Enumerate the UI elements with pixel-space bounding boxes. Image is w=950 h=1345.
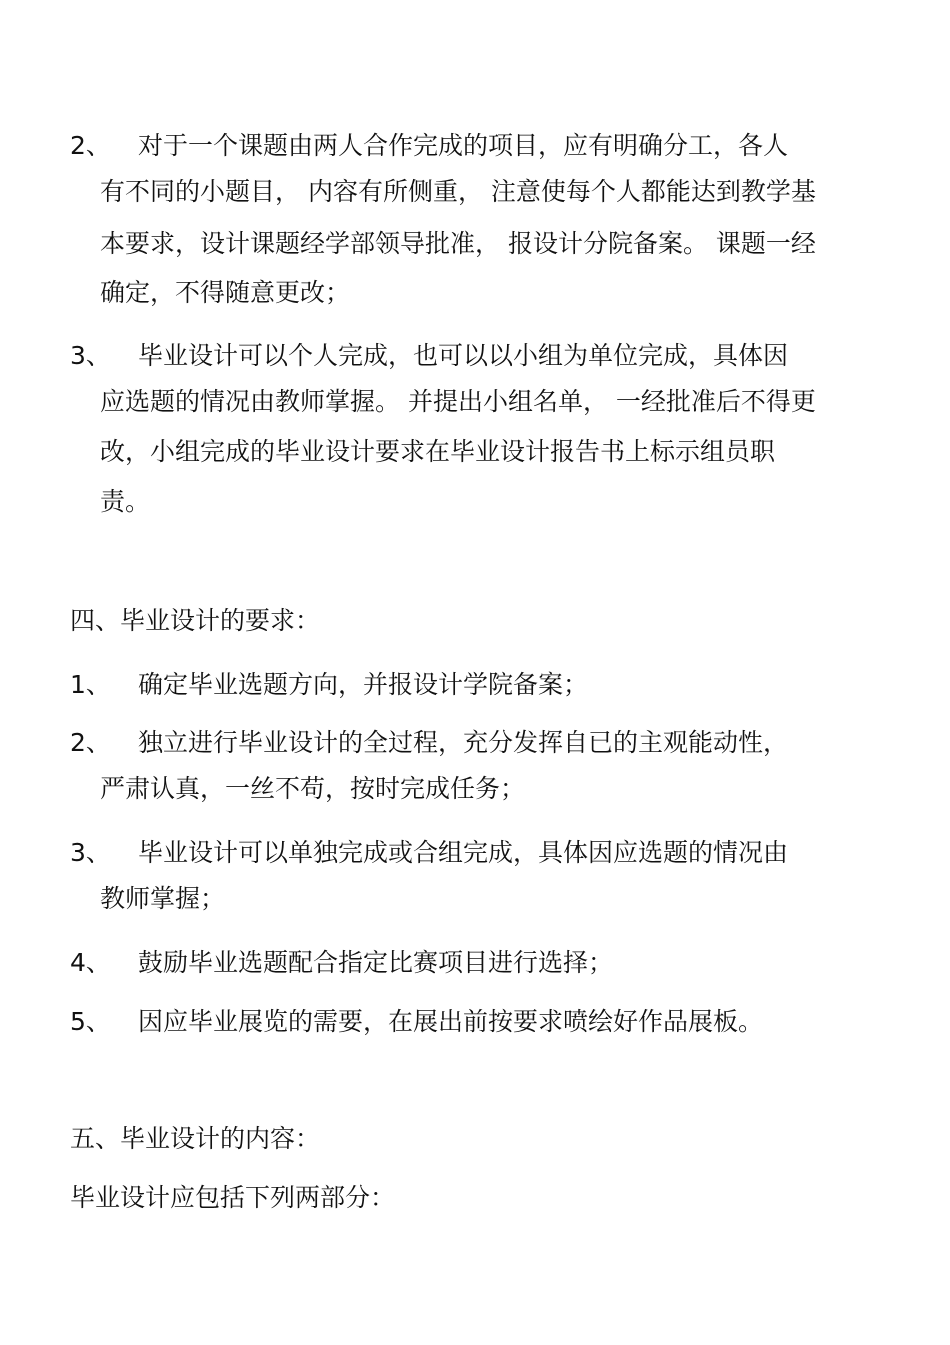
paragraph: 毕业设计应包括下列两部分：	[70, 1183, 396, 1212]
item-text-line: 改，小组完成的毕业设计要求在毕业设计报告书上标示组员职	[100, 437, 776, 466]
item-text-line: 有不同的小题目， 内容有所侧重， 注意使每个人都能达到教学基	[100, 177, 816, 206]
item-number: 3、	[70, 838, 111, 867]
item-number: 5、	[70, 1007, 111, 1036]
item-text-line: 确定毕业选题方向，并报设计学院备案；	[138, 670, 589, 699]
item-text-line: 因应毕业展览的需要，在展出前按要求喷绘好作品展板。	[138, 1007, 764, 1036]
item-number: 2、	[70, 728, 111, 757]
item-text-line: 应选题的情况由教师掌握。 并提出小组名单， 一经批准后不得更	[100, 387, 816, 416]
item-number: 1、	[70, 670, 111, 699]
item-text-line: 独立进行毕业设计的全过程，充分发挥自已的主观能动性，	[138, 728, 789, 757]
item-text-line: 毕业设计可以个人完成，也可以以小组为单位完成，具体因	[138, 341, 789, 370]
item-text-line: 对于一个课题由两人合作完成的项目，应有明确分工，各人	[138, 131, 789, 160]
item-text-line: 鼓励毕业选题配合指定比赛项目进行选择；	[138, 948, 614, 977]
item-text-line: 责。	[100, 487, 151, 516]
item-number: 3、	[70, 341, 111, 370]
section-heading: 四、毕业设计的要求：	[70, 606, 321, 635]
item-text-line: 毕业设计可以单独完成或合组完成，具体因应选题的情况由	[138, 838, 789, 867]
item-text-line: 本要求，设计课题经学部领导批准， 报设计分院备案。 课题一经	[100, 229, 816, 258]
section-heading: 五、毕业设计的内容：	[70, 1124, 321, 1153]
item-text-line: 确定，不得随意更改；	[100, 278, 351, 307]
item-number: 4、	[70, 948, 111, 977]
item-number: 2、	[70, 131, 111, 160]
item-text-line: 教师掌握；	[100, 884, 226, 913]
item-text-line: 严肃认真，一丝不苟，按时完成任务；	[100, 774, 526, 803]
